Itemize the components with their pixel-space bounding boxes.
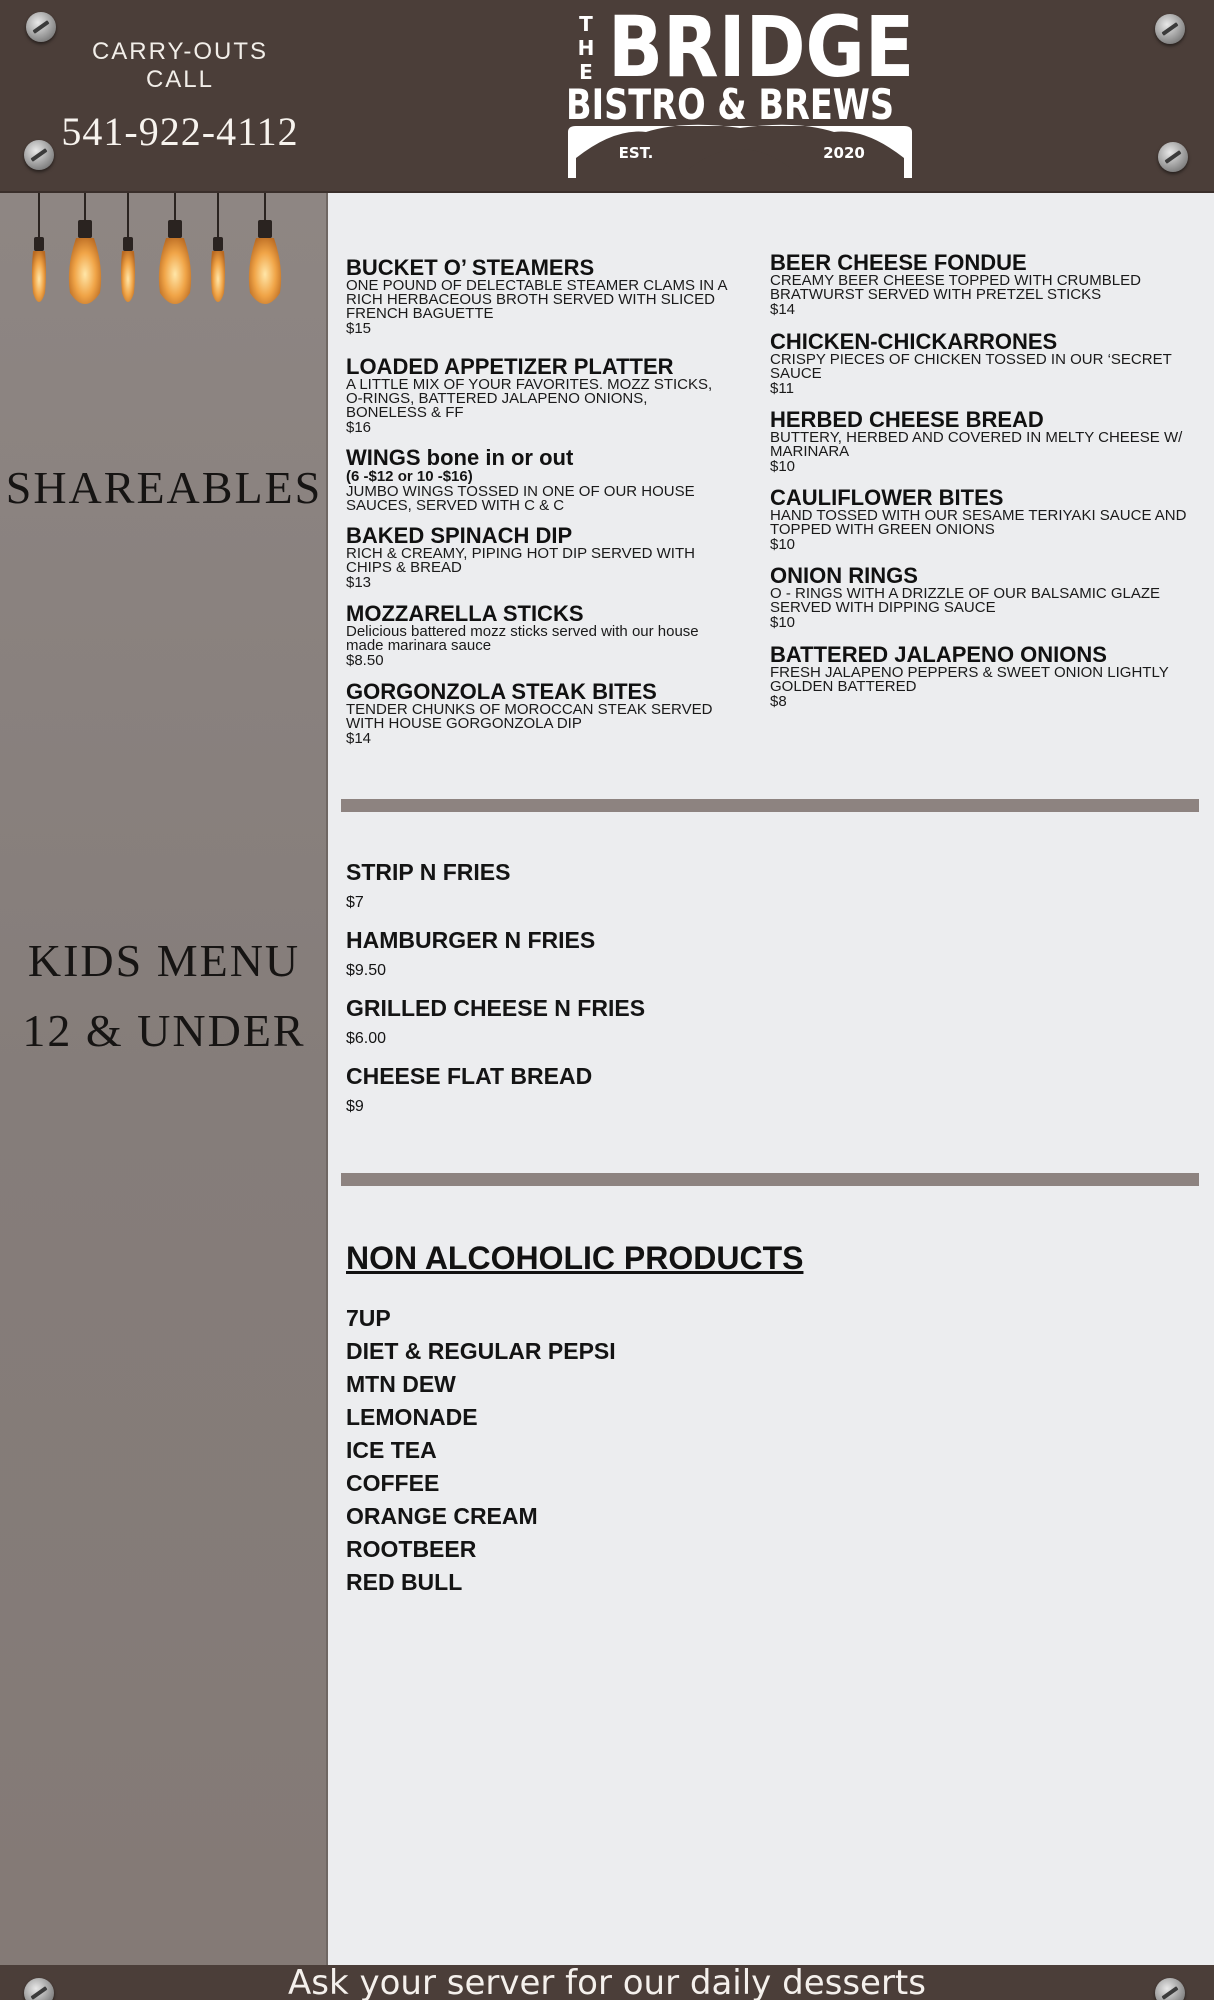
item-name: WINGS bone in or out xyxy=(346,445,574,470)
item-size-options: (6 -$12 or 10 -$16) xyxy=(346,468,473,485)
item-name: GORGONZOLA STEAK BITES xyxy=(346,679,657,704)
item-name: BUCKET O’ STEAMERS xyxy=(346,255,595,280)
item-name: BEER CHEESE FONDUE xyxy=(770,250,1027,275)
kids-menu-heading-line2: 12 & UNDER xyxy=(22,1005,306,1056)
item-price: $10 xyxy=(770,536,796,553)
item-price: $10 xyxy=(770,458,796,475)
non-alcoholic-list xyxy=(346,1302,616,1599)
menu-item xyxy=(770,486,1190,553)
item-name: CHICKEN-CHICKARRONES xyxy=(770,329,1058,354)
beverage-item: COFFEE xyxy=(346,1470,440,1496)
kids-menu-item xyxy=(346,925,946,981)
item-name: STRIP N FRIES xyxy=(346,859,511,885)
screw-icon xyxy=(26,12,56,42)
carry-out-line1: CARRY-OUTS xyxy=(91,38,269,65)
beverage-item: DIET & REGULAR PEPSI xyxy=(346,1338,616,1364)
item-description: JUMBO WINGS TOSSED IN ONE OF OUR HOUSE SAUCES, SERVED WITH C & C xyxy=(346,483,695,514)
section-divider xyxy=(341,1173,1199,1186)
beverage-item: LEMONADE xyxy=(346,1404,478,1430)
logo-the-e: E xyxy=(579,60,593,84)
item-name: HAMBURGER N FRIES xyxy=(346,927,596,953)
item-name: LOADED APPETIZER PLATTER xyxy=(346,354,674,379)
beverage-item: ORANGE CREAM xyxy=(346,1503,538,1529)
item-name: CAULIFLOWER BITES xyxy=(770,485,1004,510)
menu-item xyxy=(770,643,1190,710)
screw-icon xyxy=(24,140,54,170)
item-description: CREAMY BEER CHEESE TOPPED WITH CRUMBLED BRATWURST SERVED WITH PRETZEL STICKS xyxy=(770,272,1141,303)
section-divider xyxy=(341,799,1199,812)
carry-out-line2: CALL xyxy=(145,66,215,93)
kids-menu-heading-line1: KIDS MENU xyxy=(27,935,301,986)
menu-item xyxy=(346,256,731,337)
sidebar xyxy=(0,193,328,1965)
footer xyxy=(0,1965,1214,2000)
item-description: CRISPY PIECES OF CHICKEN TOSSED IN OUR ‘SECRET SAUCE xyxy=(770,351,1172,382)
item-price: $7 xyxy=(346,894,364,911)
item-description: ONE POUND OF DELECTABLE STEAMER CLAMS IN A RICH HERBACEOUS BROTH SERVED WITH SLICED FRENCH BAGUETTE xyxy=(346,277,727,322)
item-description: TENDER CHUNKS OF MOROCCAN STEAK SERVED WITH HOUSE GORGONZOLA DIP xyxy=(346,701,713,732)
item-description: RICH & CREAMY, PIPING HOT DIP SERVED WITH CHIPS & BREAD xyxy=(346,545,695,576)
screw-icon xyxy=(1155,14,1185,44)
logo-est-text: EST. xyxy=(618,144,654,162)
item-name: BAKED SPINACH DIP xyxy=(346,523,573,548)
kids-menu-list xyxy=(346,857,946,1129)
item-price: $9.50 xyxy=(346,962,387,979)
footer-dessert-note: Ask your server for our daily desserts xyxy=(288,1963,926,2000)
logo-the-h: H xyxy=(577,36,595,60)
menu-item xyxy=(346,602,731,669)
logo xyxy=(566,0,915,175)
beverage-item: RED BULL xyxy=(346,1569,463,1595)
menu-item xyxy=(770,251,1190,318)
item-description: Delicious battered mozz sticks served with our house made marinara sauce xyxy=(346,623,699,654)
item-description: BUTTERY, HERBED AND COVERED IN MELTY CHEESE W/ MARINARA xyxy=(770,429,1183,460)
item-price: $8.50 xyxy=(346,652,384,669)
logo-year-text: 2020 xyxy=(823,144,865,162)
item-name: MOZZARELLA STICKS xyxy=(346,601,584,626)
item-description: FRESH JALAPENO PEPPERS & SWEET ONION LIGHTLY GOLDEN BATTERED xyxy=(770,664,1169,695)
item-price: $8 xyxy=(770,693,787,710)
phone-number[interactable]: 541-922-4112 xyxy=(61,109,299,154)
item-price: $15 xyxy=(346,320,372,337)
menu-item xyxy=(770,564,1190,631)
beverage-item: MTN DEW xyxy=(346,1371,456,1397)
header xyxy=(0,0,1214,193)
item-price: $6.00 xyxy=(346,1030,387,1047)
logo-the-t: T xyxy=(579,12,593,36)
non-alcoholic-heading: NON ALCOHOLIC PRODUCTS xyxy=(346,1240,804,1276)
item-name: HERBED CHEESE BREAD xyxy=(770,407,1044,432)
screw-icon xyxy=(1158,142,1188,172)
beverage-item: 7UP xyxy=(346,1305,391,1331)
menu-item xyxy=(346,355,731,436)
item-description: A LITTLE MIX OF YOUR FAVORITES. MOZZ STICKS, O-RINGS, BATTERED JALAPENO ONIONS, BONELESS & FF xyxy=(346,376,713,421)
menu-item xyxy=(770,408,1190,475)
item-description: O - RINGS WITH A DRIZZLE OF OUR BALSAMIC GLAZE SERVED WITH DIPPING SAUCE xyxy=(770,585,1161,616)
beverage-item: ROOTBEER xyxy=(346,1536,477,1562)
shareables-heading: SHAREABLES xyxy=(5,462,323,513)
item-name: CHEESE FLAT BREAD xyxy=(346,1063,593,1089)
kids-menu-heading xyxy=(0,926,328,1066)
menu-item xyxy=(770,330,1190,397)
logo-bridge-text: BRIDGE xyxy=(608,0,915,96)
kids-menu-item xyxy=(346,857,946,913)
menu-item xyxy=(346,524,731,591)
item-price: $13 xyxy=(346,574,372,591)
item-price: $11 xyxy=(770,380,794,397)
item-price: $9 xyxy=(346,1098,364,1115)
kids-menu-item xyxy=(346,993,946,1049)
menu-item xyxy=(346,446,731,513)
item-price: $16 xyxy=(346,419,372,436)
item-price: $14 xyxy=(770,301,796,318)
item-description: HAND TOSSED WITH OUR SESAME TERIYAKI SAUCE AND TOPPED WITH GREEN ONIONS xyxy=(770,507,1187,538)
edison-bulbs-icon xyxy=(20,193,290,318)
carry-out-label xyxy=(70,38,290,94)
bridge-arch-icon xyxy=(566,122,914,180)
menu-item xyxy=(346,680,731,747)
item-price: $14 xyxy=(346,730,372,747)
item-price: $10 xyxy=(770,614,796,631)
item-name: GRILLED CHEESE N FRIES xyxy=(346,995,646,1021)
kids-menu-item xyxy=(346,1061,946,1117)
logo-bistro-text: BISTRO & BREWS xyxy=(566,80,895,129)
item-name: ONION RINGS xyxy=(770,563,918,588)
beverage-item: ICE TEA xyxy=(346,1437,437,1463)
item-name: BATTERED JALAPENO ONIONS xyxy=(770,642,1107,667)
